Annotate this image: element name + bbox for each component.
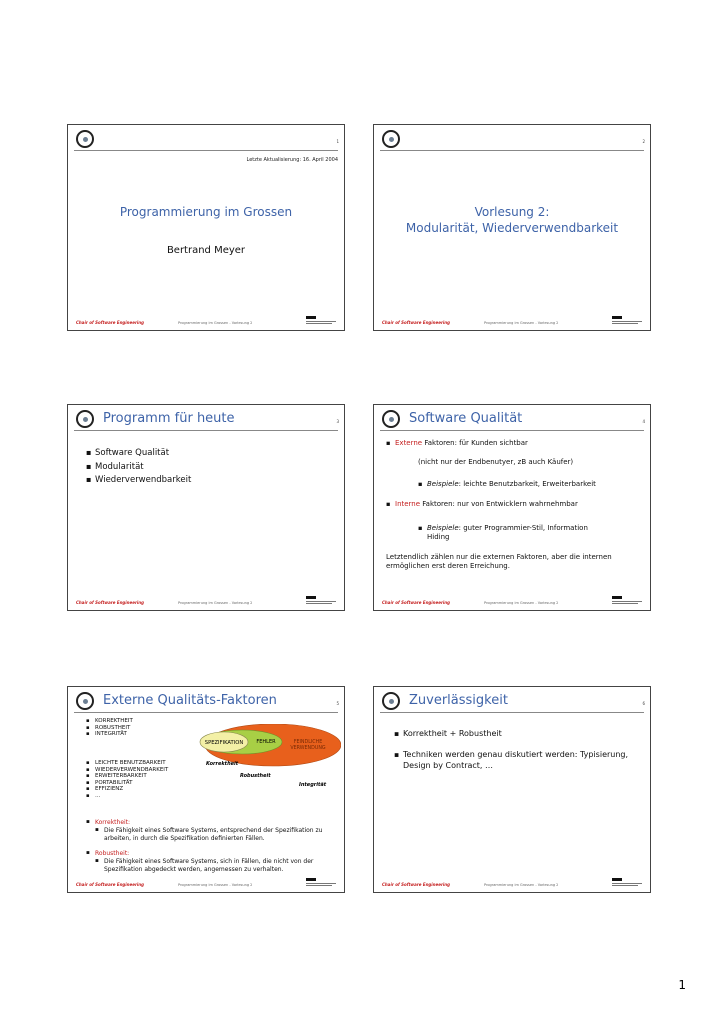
chair-logo-icon xyxy=(382,410,400,428)
slide-title-line-2: Modularität, Wiederverwendbarkeit xyxy=(405,221,619,235)
list-item: ▪ Korrektheit + Robustheit xyxy=(394,729,639,740)
example-text: : guter Programmier-Stil, Information Hiding xyxy=(427,524,588,541)
definition-term: Robustheit: xyxy=(95,850,130,857)
footer-chair: Chair of Software Engineering xyxy=(76,600,144,605)
slide-6 xyxy=(373,686,651,893)
footer-chair: Chair of Software Engineering xyxy=(382,320,450,325)
chair-logo-icon xyxy=(382,692,400,710)
slide-1 xyxy=(67,124,345,331)
footer-course: Programmierung im Grossen - Vorlesung 2 xyxy=(178,601,253,605)
definition-2 xyxy=(95,858,335,874)
slide-title: Software Qualität xyxy=(409,411,523,426)
slide-title-line-1: Vorlesung 2: xyxy=(474,205,550,219)
list-item: ▪ PORTABILITÄT xyxy=(86,780,168,787)
external-note: (nicht nur der Endbenutyer, zB auch Käufer) xyxy=(418,458,574,466)
list-item: ▪ ERWEITERBARKEIT xyxy=(86,773,168,780)
list-item: ▪ Techniken werden genau diskutiert werden: Typisierung, Design by Contract, … xyxy=(394,750,639,772)
external-keyword: Externe xyxy=(395,439,423,447)
list-item: ▪ WIEDERVERWENDBARKEIT xyxy=(86,767,168,774)
chair-logo-icon xyxy=(76,692,94,710)
slide-number: 2 xyxy=(642,139,645,144)
footer-chair: Chair of Software Engineering xyxy=(76,320,144,325)
header-divider xyxy=(380,150,644,151)
footer-chair: Chair of Software Engineering xyxy=(382,600,450,605)
definition-1 xyxy=(95,827,335,843)
quality-list-b xyxy=(86,760,168,800)
eth-logo-icon xyxy=(612,596,642,605)
footer-chair: Chair of Software Engineering xyxy=(382,882,450,887)
list-item: ▪ Software Qualität xyxy=(86,447,191,461)
footer-course: Programmierung im Grossen - Vorlesung 2 xyxy=(484,883,559,887)
external-factors xyxy=(386,439,641,448)
eth-logo-icon xyxy=(306,316,336,325)
slide-5 xyxy=(67,686,345,893)
slide-number: 3 xyxy=(336,419,339,424)
slide-footer xyxy=(74,877,338,888)
list-item: ▪ … xyxy=(86,793,168,800)
slide-footer xyxy=(380,315,644,326)
author-name: Bertrand Meyer xyxy=(166,245,246,256)
slide-title: Externe Qualitäts-Faktoren xyxy=(103,693,277,708)
definition-text: ▪ Die Fähigkeit eines Software Systems, sich in Fällen, die nicht von der Spezifikation abgedeckt werden, angemessen zu verhalten. xyxy=(95,858,335,874)
chair-logo-icon xyxy=(76,410,94,428)
internal-factors xyxy=(386,500,641,509)
robustness-label: Robustheit xyxy=(240,773,271,779)
slide-footer xyxy=(74,315,338,326)
slide-3 xyxy=(67,404,345,611)
internal-text: Faktoren: nur von Entwicklern wahrnehmbar xyxy=(420,500,578,508)
agenda-list xyxy=(86,447,191,488)
slide-4 xyxy=(373,404,651,611)
header-divider xyxy=(74,430,338,431)
list-item: ▪ INTEGRITÄT xyxy=(86,731,133,738)
quality-list-a xyxy=(86,718,133,738)
definitions-2 xyxy=(86,850,338,858)
slide-title: Programmierung im Grossen xyxy=(119,205,293,219)
hostile-label-2: VERWENDUNG xyxy=(290,746,326,751)
page-number: 1 xyxy=(678,978,686,992)
spec-label: SPEZIFIKATION xyxy=(204,740,244,746)
definition-term: Korrektheit: xyxy=(95,819,131,826)
slide-number: 6 xyxy=(642,701,645,706)
external-text: Faktoren: für Kunden sichtbar xyxy=(422,439,528,447)
list-item: ▪ Wiederverwendbarkeit xyxy=(86,474,191,488)
header-divider xyxy=(380,430,644,431)
list-item: ▪ KORREKTHEIT xyxy=(86,718,133,725)
error-label: FEHLER xyxy=(256,739,276,745)
chair-logo-icon xyxy=(76,130,94,148)
slide-number: 4 xyxy=(642,419,645,424)
integrity-label: Integrität xyxy=(299,782,327,788)
slide-footer xyxy=(380,595,644,606)
conclusion-text: Letztendlich zählen nur die externen Faktoren, aber die internen ermöglichen erst deren Erreichung. xyxy=(386,553,612,571)
footer-course: Programmierung im Grossen - Vorlesung 2 xyxy=(484,321,559,325)
slide-number: 1 xyxy=(336,139,339,144)
quality-ellipse-diagram xyxy=(196,724,341,797)
header-divider xyxy=(380,712,644,713)
reliability-list xyxy=(394,729,639,771)
list-item: ▪ ROBUSTHEIT xyxy=(86,725,133,732)
list-item: ▪ Modularität xyxy=(86,461,191,475)
internal-keyword: Interne xyxy=(395,500,421,508)
update-note: Letzte Aktualisierung: 16. April 2004 xyxy=(246,157,338,163)
slide-2 xyxy=(373,124,651,331)
eth-logo-icon xyxy=(612,316,642,325)
slide-number: 5 xyxy=(336,701,339,706)
eth-logo-icon xyxy=(306,596,336,605)
definitions xyxy=(86,819,338,827)
footer-course: Programmierung im Grossen - Vorlesung 2 xyxy=(484,601,559,605)
hostile-label-1: FEINDLICHE xyxy=(293,740,323,745)
chair-logo-icon xyxy=(382,130,400,148)
list-item: ▪ EFFIZIENZ xyxy=(86,786,168,793)
header-divider xyxy=(74,150,338,151)
internal-examples xyxy=(418,524,608,542)
slide-title: Zuverlässigkeit xyxy=(409,693,508,708)
footer-course: Programmierung im Grossen - Vorlesung 2 xyxy=(178,883,253,887)
slide-footer xyxy=(74,595,338,606)
list-item: ▪ LEICHTE BENUTZBARKEIT xyxy=(86,760,168,767)
example-text: : leichte Benutzbarkeit, Erweiterbarkeit xyxy=(458,480,596,488)
eth-logo-icon xyxy=(306,878,336,887)
correctness-label: Korrektheit xyxy=(206,761,239,767)
definition-text: ▪ Die Fähigkeit eines Software Systems, entsprechend der Spezifikation zu arbeiten, in durch die Spezifikation definierten Fällen. xyxy=(95,827,335,843)
footer-chair: Chair of Software Engineering xyxy=(76,882,144,887)
footer-course: Programmierung im Grossen - Vorlesung 2 xyxy=(178,321,253,325)
slide-footer xyxy=(380,877,644,888)
example-label: Beispiele xyxy=(427,480,459,488)
eth-logo-icon xyxy=(612,878,642,887)
external-examples xyxy=(418,480,643,489)
example-label: Beispiele xyxy=(427,524,459,532)
slide-title: Programm für heute xyxy=(103,411,235,426)
header-divider xyxy=(74,712,338,713)
